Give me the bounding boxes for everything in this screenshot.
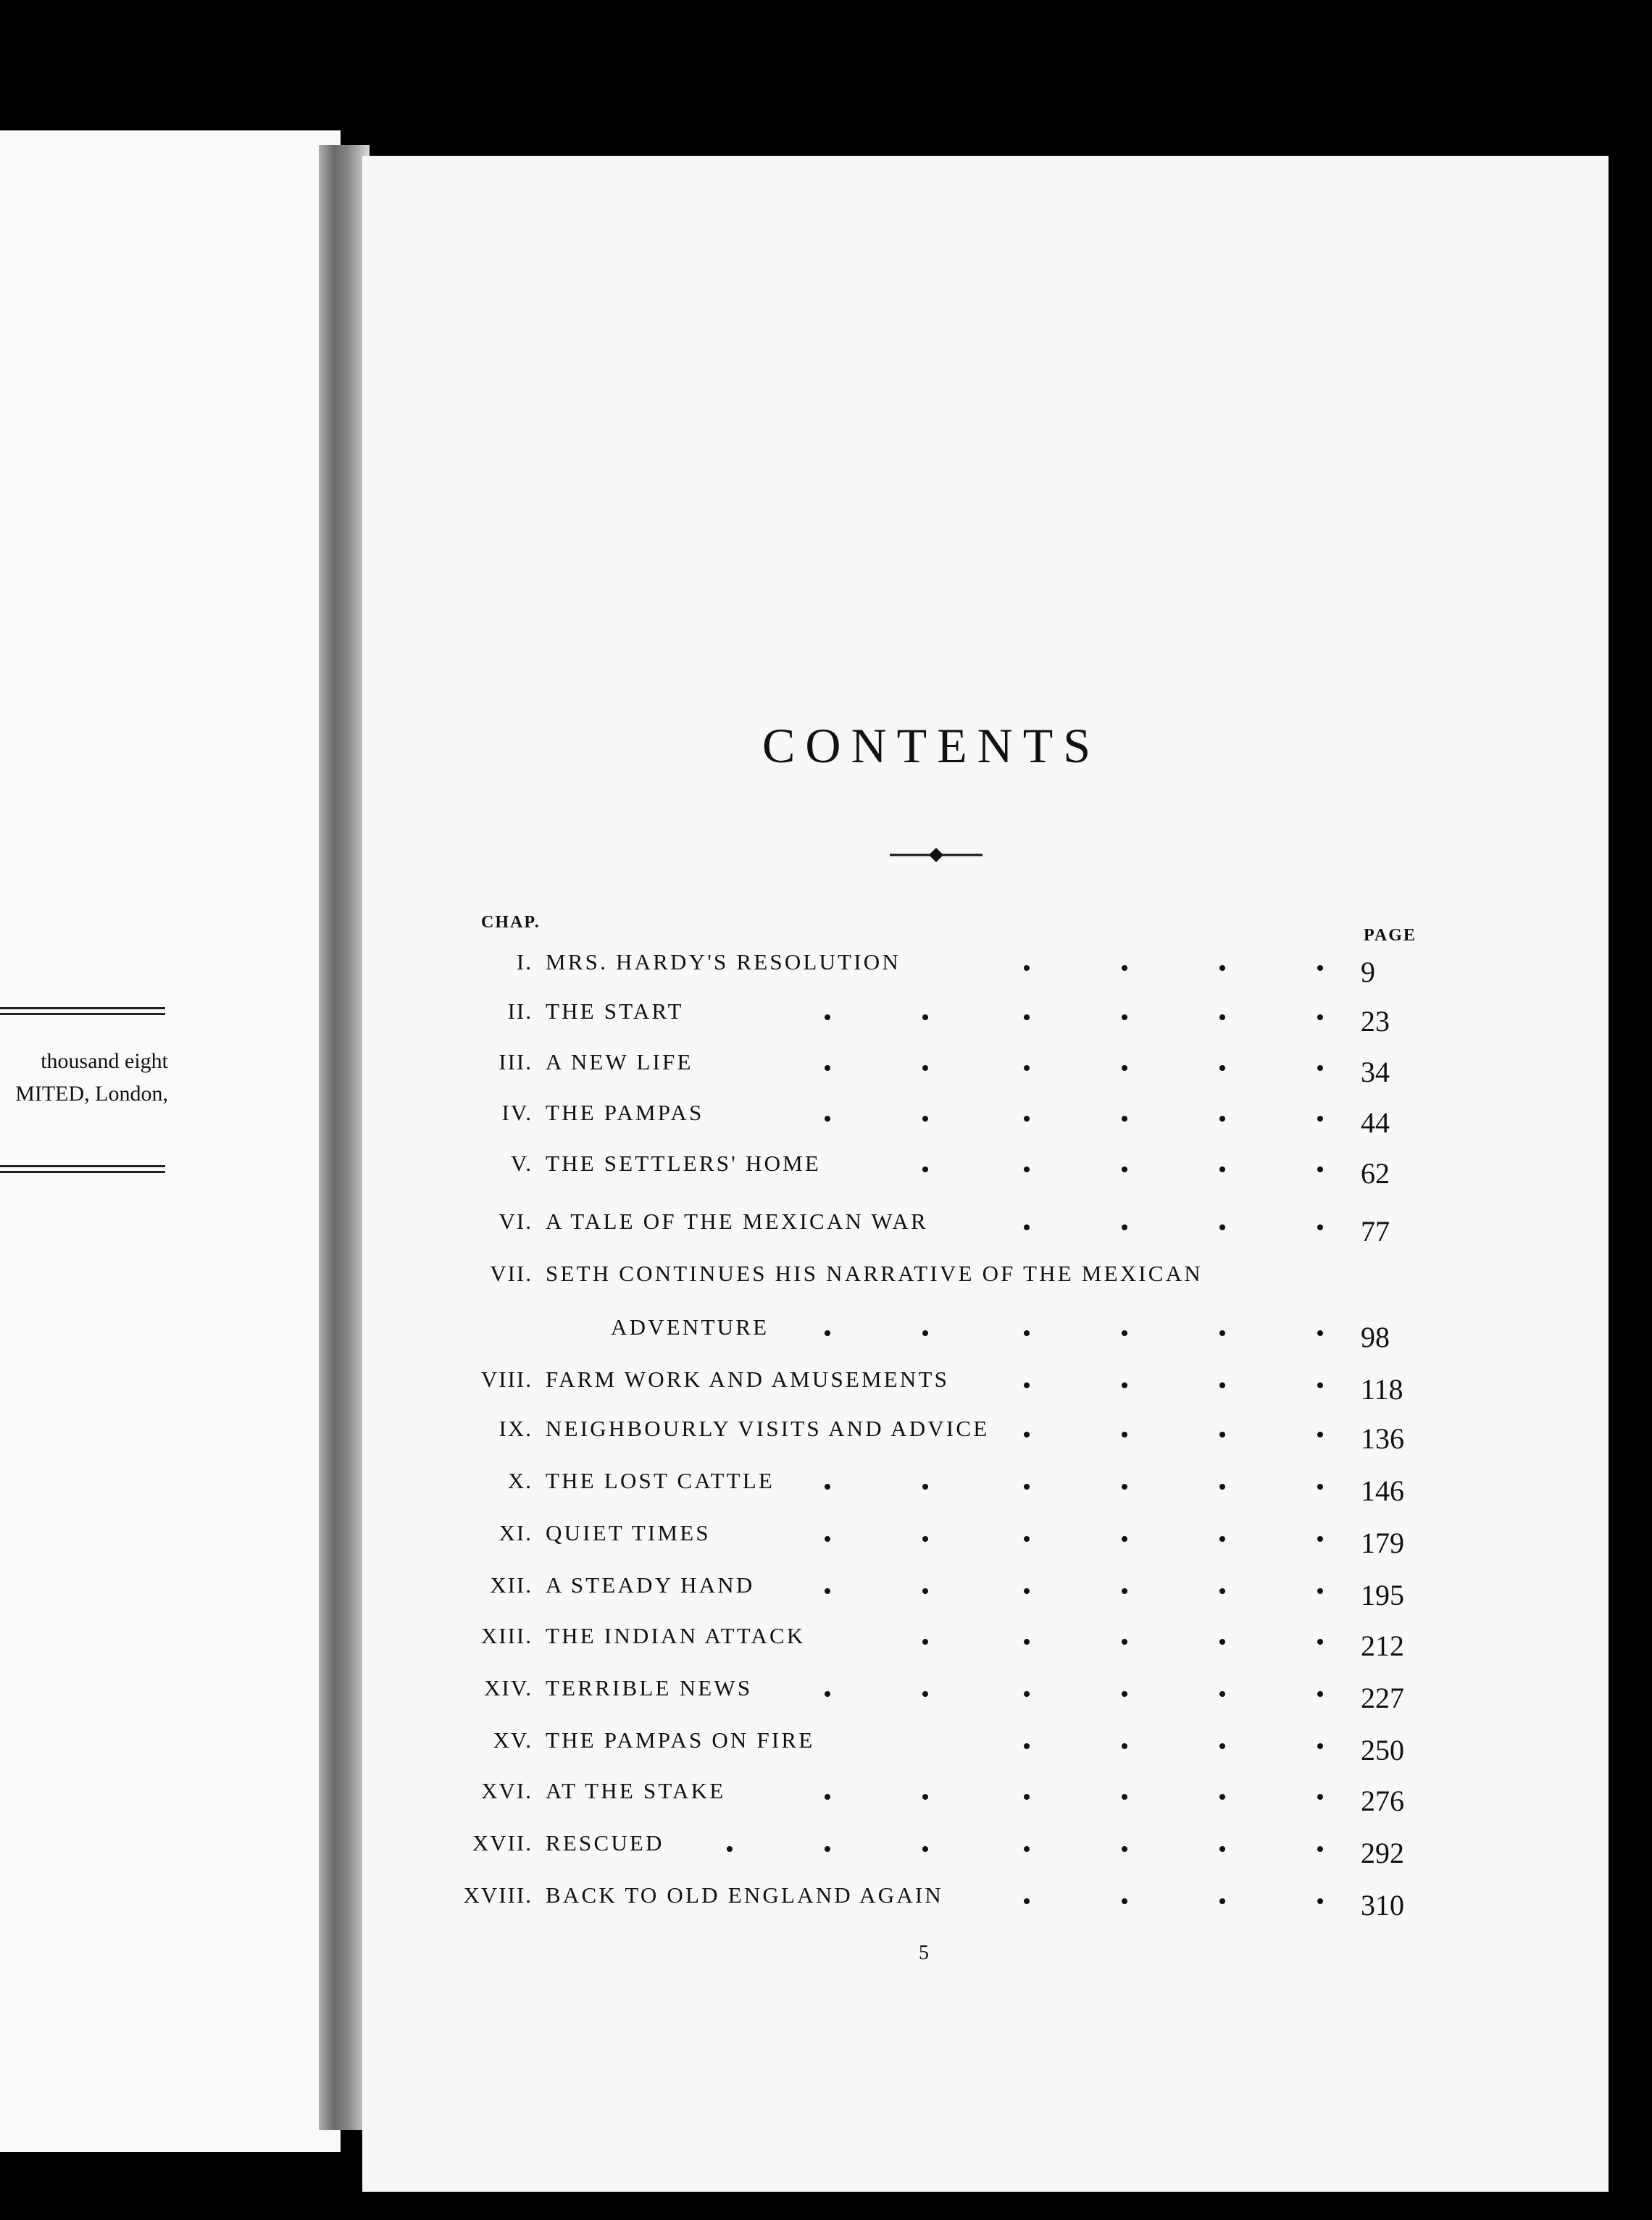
leader-dot: [1024, 1846, 1030, 1852]
leader-dot: [1122, 1014, 1127, 1020]
leader-dot: [825, 1691, 830, 1697]
leader-dot: [825, 1846, 830, 1852]
leader-dot: [1219, 1639, 1225, 1645]
leader-dot: [1219, 1330, 1225, 1336]
chapter-title: AT THE STAKE: [546, 1778, 726, 1803]
toc-row: [406, 949, 1435, 993]
leader-dot: [1024, 1330, 1030, 1336]
leader-dot: [1024, 1432, 1030, 1437]
leader-dot: [1122, 1536, 1127, 1542]
left-page-line-2: MITED, London,: [15, 1082, 168, 1106]
leader-dot: [1024, 1484, 1030, 1490]
leader-dot: [825, 1484, 830, 1490]
chapter-title: NEIGHBOURLY VISITS AND ADVICE: [546, 1416, 990, 1441]
toc-row: [406, 1416, 1435, 1459]
page-number: 77: [1361, 1215, 1390, 1248]
page-column-label: PAGE: [1364, 926, 1417, 945]
leader-dot: [1317, 1014, 1323, 1020]
leader-dot: [922, 1846, 928, 1852]
leader-dot: [1219, 965, 1225, 971]
leader-dot: [1122, 1794, 1127, 1800]
leader-dot: [825, 1536, 830, 1542]
page-number: 250: [1361, 1734, 1404, 1766]
page-number: 44: [1361, 1106, 1390, 1139]
leader-dot: [1317, 1330, 1323, 1336]
toc-row: [406, 1049, 1435, 1093]
page-number: 98: [1361, 1321, 1390, 1353]
toc-row: [406, 1100, 1435, 1143]
page-number: 62: [1361, 1157, 1390, 1190]
leader-dot: [1024, 1743, 1030, 1749]
chapter-title: FARM WORK AND AMUSEMENTS: [546, 1366, 950, 1392]
chapter-number: V.: [510, 1151, 533, 1176]
leader-dot: [825, 1116, 830, 1122]
leader-dot: [1317, 965, 1323, 971]
chapter-number: VII.: [490, 1261, 533, 1286]
leader-dot: [922, 1588, 928, 1594]
page-number: 310: [1361, 1889, 1404, 1921]
left-page-rule-bottom: [0, 1165, 165, 1173]
leader-dot: [922, 1691, 928, 1697]
leader-dot: [1219, 1065, 1225, 1071]
leader-dot: [1122, 1116, 1127, 1122]
page-number: 179: [1361, 1527, 1404, 1559]
leader-dot: [1024, 1588, 1030, 1594]
chapter-number: VIII.: [480, 1366, 533, 1392]
leader-dot: [1122, 1330, 1127, 1336]
leader-dot: [922, 1065, 928, 1071]
leader-dot: [1024, 1691, 1030, 1697]
chapter-number: VI.: [498, 1209, 533, 1234]
leader-dot: [1317, 1484, 1323, 1490]
leader-dot: [1122, 1065, 1127, 1071]
leader-dot: [1317, 1743, 1323, 1749]
leader-dot: [825, 1330, 830, 1336]
leader-dot: [1122, 1691, 1127, 1697]
leader-dot: [1219, 1743, 1225, 1749]
chapter-title: A STEADY HAND: [546, 1572, 755, 1598]
leader-dot: [1317, 1224, 1323, 1230]
leader-dot: [1024, 1794, 1030, 1800]
leader-dot: [1024, 1065, 1030, 1071]
leader-dot: [1122, 1432, 1127, 1437]
leader-dot: [1219, 1224, 1225, 1230]
leader-dot: [1024, 1382, 1030, 1388]
leader-dot: [727, 1846, 733, 1852]
chapter-title: SETH CONTINUES HIS NARRATIVE OF THE MEXICAN: [546, 1261, 1203, 1286]
chapter-title: MRS. HARDY'S RESOLUTION: [546, 949, 901, 975]
leader-dot: [1024, 1639, 1030, 1645]
leader-dot: [1122, 1743, 1127, 1749]
leader-dot: [1317, 1065, 1323, 1071]
chapter-number: III.: [498, 1049, 533, 1074]
chapter-title: QUIET TIMES: [546, 1520, 711, 1545]
chapter-title: THE SETTLERS' HOME: [546, 1151, 822, 1176]
leader-dot: [1122, 1639, 1127, 1645]
page-number: 195: [1361, 1579, 1404, 1611]
leader-dot: [1219, 1382, 1225, 1388]
left-page: [0, 130, 341, 2152]
chapter-number: II.: [507, 998, 533, 1024]
toc-row: [406, 1572, 1435, 1616]
leader-dot: [1317, 1588, 1323, 1594]
leader-dot: [1122, 1588, 1127, 1594]
leader-dot: [1122, 1846, 1127, 1852]
leader-dot: [1024, 1116, 1030, 1122]
leader-dot: [825, 1014, 830, 1020]
chapter-number: XI.: [498, 1520, 533, 1545]
leader-dot: [1024, 965, 1030, 971]
page-folio: 5: [919, 1942, 929, 1964]
toc-row: [406, 1261, 1435, 1304]
page-number: 227: [1361, 1682, 1404, 1714]
leader-dot: [1122, 965, 1127, 971]
chapter-number: I.: [516, 949, 533, 975]
toc-row: [406, 1882, 1435, 1926]
leader-dot: [922, 1014, 928, 1020]
toc-row: [406, 998, 1435, 1042]
chapter-title: TERRIBLE NEWS: [546, 1675, 753, 1701]
leader-dot: [1317, 1794, 1323, 1800]
toc-row: [406, 1778, 1435, 1822]
leader-dot: [1024, 1536, 1030, 1542]
toc-row-continuation: [406, 1314, 1435, 1358]
leader-dot: [1219, 1794, 1225, 1800]
chapter-title: THE START: [546, 998, 684, 1024]
page-number: 292: [1361, 1837, 1404, 1869]
leader-dot: [1219, 1536, 1225, 1542]
left-page-rule-top: [0, 1007, 165, 1015]
page-number: 34: [1361, 1056, 1390, 1088]
leader-dot: [922, 1167, 928, 1172]
chapter-number: XIII.: [480, 1623, 533, 1648]
chapter-title: THE PAMPAS: [546, 1100, 704, 1125]
leader-dot: [1024, 1167, 1030, 1172]
leader-dot: [1122, 1224, 1127, 1230]
leader-dot: [1219, 1898, 1225, 1904]
chapter-number: XII.: [490, 1572, 533, 1598]
leader-dot: [1122, 1898, 1127, 1904]
toc-row: [406, 1520, 1435, 1564]
chapter-number: XV.: [493, 1727, 533, 1753]
leader-dot: [1024, 1224, 1030, 1230]
page-number: 9: [1361, 956, 1375, 988]
toc-row: [406, 1675, 1435, 1719]
chapter-number: XIV.: [484, 1675, 533, 1701]
chapter-title: THE INDIAN ATTACK: [546, 1623, 806, 1648]
ornament-divider-icon: [890, 846, 983, 864]
leader-dot: [1317, 1432, 1323, 1437]
toc-row: [406, 1151, 1435, 1194]
page-number: 212: [1361, 1629, 1404, 1662]
toc-row: [406, 1830, 1435, 1874]
leader-dot: [1122, 1382, 1127, 1388]
chapter-title: A TALE OF THE MEXICAN WAR: [546, 1209, 928, 1234]
toc-row: [406, 1209, 1435, 1252]
leader-dot: [1122, 1167, 1127, 1172]
leader-dot: [1219, 1484, 1225, 1490]
chapter-number: IV.: [501, 1100, 533, 1125]
page-number: 23: [1361, 1005, 1390, 1038]
leader-dot: [1219, 1588, 1225, 1594]
chap-column-label: CHAP.: [481, 913, 541, 932]
leader-dot: [922, 1116, 928, 1122]
toc-row: [406, 1623, 1435, 1666]
left-page-line-1: thousand eight: [41, 1049, 168, 1073]
chapter-title-continuation: ADVENTURE: [611, 1314, 769, 1340]
leader-dot: [825, 1065, 830, 1071]
leader-dot: [922, 1639, 928, 1645]
leader-dot: [1219, 1846, 1225, 1852]
toc-row: [406, 1468, 1435, 1511]
leader-dot: [825, 1588, 830, 1594]
chapter-number: XVII.: [472, 1830, 533, 1856]
chapter-title: BACK TO OLD ENGLAND AGAIN: [546, 1882, 944, 1908]
page-number: 118: [1361, 1373, 1403, 1406]
leader-dot: [1317, 1898, 1323, 1904]
leader-dot: [922, 1484, 928, 1490]
leader-dot: [922, 1794, 928, 1800]
toc-row: [406, 1366, 1435, 1410]
chapter-number: XVIII.: [463, 1882, 533, 1908]
leader-dot: [1317, 1536, 1323, 1542]
leader-dot: [1317, 1382, 1323, 1388]
toc-row: [406, 1727, 1435, 1771]
leader-dot: [1024, 1014, 1030, 1020]
page-title: CONTENTS: [762, 718, 1101, 773]
chapter-title: THE PAMPAS ON FIRE: [546, 1727, 815, 1753]
page-number: 146: [1361, 1474, 1404, 1507]
leader-dot: [1317, 1116, 1323, 1122]
leader-dot: [1219, 1691, 1225, 1697]
leader-dot: [1122, 1484, 1127, 1490]
leader-dot: [1219, 1167, 1225, 1172]
leader-dot: [922, 1330, 928, 1336]
chapter-number: X.: [507, 1468, 533, 1493]
page-number: 136: [1361, 1422, 1404, 1455]
leader-dot: [922, 1536, 928, 1542]
leader-dot: [1317, 1846, 1323, 1852]
leader-dot: [1219, 1116, 1225, 1122]
leader-dot: [1219, 1014, 1225, 1020]
chapter-number: IX.: [498, 1416, 533, 1441]
chapter-number: XVI.: [481, 1778, 533, 1803]
leader-dot: [1317, 1639, 1323, 1645]
leader-dot: [1317, 1167, 1323, 1172]
leader-dot: [825, 1794, 830, 1800]
chapter-title: RESCUED: [546, 1830, 664, 1856]
chapter-title: A NEW LIFE: [546, 1049, 693, 1074]
chapter-title: THE LOST CATTLE: [546, 1468, 775, 1493]
leader-dot: [1024, 1898, 1030, 1904]
page-number: 276: [1361, 1785, 1404, 1817]
leader-dot: [1219, 1432, 1225, 1437]
leader-dot: [1317, 1691, 1323, 1697]
